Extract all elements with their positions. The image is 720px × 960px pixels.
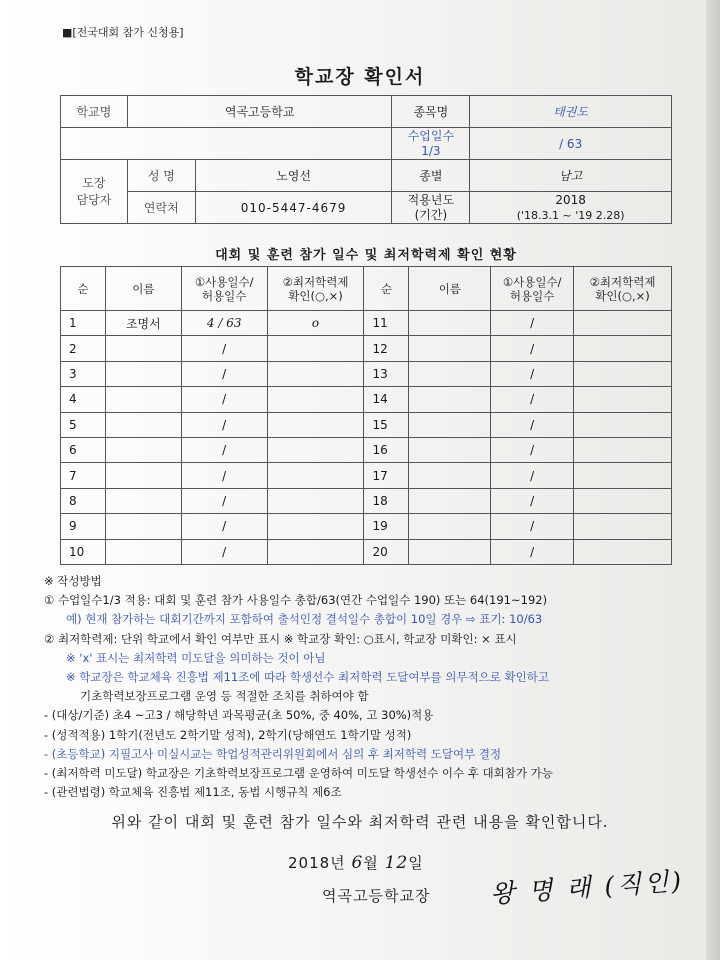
days-used: / [181, 539, 267, 564]
year-cell [470, 192, 672, 224]
instruction-line: - (최저학력 미도달) 학교장은 기초학력보장프로그램 운영하여 미도달 학생선수 이수 후 대회참가 가능 [44, 766, 553, 781]
principal-title: 역곡고등학교장 [322, 887, 431, 905]
row-number: 8 [61, 488, 106, 513]
academic-check [267, 463, 364, 488]
academic-check [267, 488, 364, 513]
academic-check-right [574, 488, 672, 513]
days-used: 4 / 63 [181, 311, 267, 336]
table-row [61, 387, 672, 412]
athlete-name [105, 463, 181, 488]
days-used-right: / [491, 514, 574, 539]
row-number-right: 11 [364, 311, 409, 336]
participation-table [60, 266, 672, 565]
instruction-line: ※ 학교장은 학교체육 진흥법 제11조에 따라 학생선수 최저학력 도달여부를 의무적으로 확인하고 [66, 670, 549, 685]
days-used: / [181, 514, 267, 539]
athlete-name-right [409, 539, 491, 564]
row-number: 6 [61, 437, 106, 462]
class-days-label: 수업일수 1/3 [392, 128, 470, 160]
athlete-name [105, 361, 181, 386]
instruction-line: - (관련법령) 학교체육 진흥법 제11조, 동법 시행규칙 제6조 [44, 785, 342, 800]
gender-label: 종별 [392, 160, 470, 192]
year-label: 적용년도 (기간) [392, 192, 470, 224]
row-number-right: 15 [364, 412, 409, 437]
days-used: / [181, 437, 267, 462]
instruction-line: ② 최저학력제: 단위 학교에서 확인 여부만 표시 ※ 학교장 확인: ○표시, 학교장 미확인: × 표시 [44, 631, 517, 646]
academic-check-right [574, 514, 672, 539]
academic-check [267, 361, 364, 386]
athlete-name-right [409, 336, 491, 361]
athlete-name: 조명서 [105, 311, 181, 336]
instruction-line: ① 수업일수1/3 적용: 대회 및 훈련 참가 사용일수 총합/63(연간 수업일수 190) 또는 64(191~192) [44, 593, 548, 608]
academic-check-right [574, 361, 672, 386]
school-value: 역곡고등학교 [127, 96, 392, 128]
date-day-unit: 일 [408, 854, 424, 872]
info-table [60, 95, 672, 224]
table-row [61, 361, 672, 386]
academic-check-right [574, 463, 672, 488]
confirmation-statement: 위와 같이 대회 및 훈련 참가 일수와 최저학력 관련 내용을 확인합니다. [111, 813, 609, 831]
supervisor-label: 도장 담당자 [61, 160, 128, 224]
instruction-line: ※ 작성방법 [44, 574, 102, 588]
academic-check-right [574, 412, 672, 437]
document-title: 학교장 확인서 [294, 66, 426, 88]
row-number-right: 18 [364, 488, 409, 513]
gender-value: 남고 [470, 160, 672, 192]
academic-check-right [574, 387, 672, 412]
contact-value: 010-5447-4679 [195, 192, 392, 224]
row-number-right: 19 [364, 514, 409, 539]
days-used: / [181, 488, 267, 513]
school-row-spacer [61, 128, 392, 160]
instruction-line: 기초학력보장프로그램 운영 등 적절한 조치를 취하여야 함 [80, 689, 369, 704]
instruction-line: - (대상/기준) 초4 ~고3 / 해당학년 과목평균(초 50%, 중 40%, 고 30%)적용 [44, 708, 434, 723]
instruction-line: 예) 현재 참가하는 대회기간까지 포함하여 출석인정 결석일수 총합이 10일 경우 ⇨ 표기: 10/63 [66, 612, 543, 627]
table-row [61, 488, 672, 513]
event-value: 태권도 [470, 96, 672, 128]
athlete-name-right [409, 488, 491, 513]
academic-check [267, 387, 364, 412]
academic-check-right [574, 311, 672, 336]
instruction-line: - (성적적용) 1학기(전년도 2학기말 성적), 2학기(당해연도 1학기말 성적) [44, 727, 412, 742]
row-number-right: 17 [364, 463, 409, 488]
days-used-right: / [491, 412, 574, 437]
table-row [61, 311, 672, 336]
days-used: / [181, 463, 267, 488]
date-day: 12 [384, 853, 409, 873]
athlete-name-right [409, 311, 491, 336]
academic-check-right [574, 539, 672, 564]
days-used-right: / [491, 311, 574, 336]
athlete-name [105, 412, 181, 437]
date-year: 2018년 [288, 854, 346, 872]
date-line [288, 852, 424, 873]
year-period: ('18.3.1 ~ '19 2.28) [516, 208, 625, 222]
row-number: 3 [61, 361, 106, 386]
academic-check: o [267, 311, 364, 336]
days-used-right: / [491, 539, 574, 564]
writing-instructions [44, 572, 684, 802]
row-number: 4 [61, 387, 106, 412]
section-title: 대회 및 훈련 참가 일수 및 최저학력제 확인 현황 [215, 248, 517, 263]
days-used-right: / [491, 437, 574, 462]
days-used: / [181, 412, 267, 437]
header-no-right: 순 [364, 267, 409, 311]
athlete-name [105, 437, 181, 462]
athlete-name [105, 539, 181, 564]
days-used-right: / [491, 361, 574, 386]
header-days: ①사용일수/ 허용일수 [181, 267, 267, 311]
table-row [61, 539, 672, 564]
athlete-name [105, 488, 181, 513]
athlete-name [105, 336, 181, 361]
year-value: 2018 [555, 192, 586, 207]
table-row [61, 336, 672, 361]
academic-check [267, 539, 364, 564]
row-number: 7 [61, 463, 106, 488]
header-academic: ②최저학력제 확인(○,×) [267, 267, 364, 311]
table-header-row [61, 267, 672, 311]
header-name: 이름 [105, 267, 181, 311]
principal-signature: 왕 명 래 (직인) [489, 866, 685, 909]
name-label: 성 명 [127, 160, 195, 192]
contact-label: 연락처 [127, 192, 195, 224]
header-academic-right: ②최저학력제 확인(○,×) [574, 267, 672, 311]
school-label: 학교명 [61, 96, 128, 128]
instruction-line: - (초등학교) 지필고사 미실시교는 학업성적관리위원회에서 심의 후 최저학력 도달여부 결정 [44, 746, 502, 761]
days-used: / [181, 361, 267, 386]
row-number: 5 [61, 412, 106, 437]
athlete-name-right [409, 437, 491, 462]
days-used: / [181, 336, 267, 361]
athlete-name-right [409, 514, 491, 539]
row-number: 10 [61, 539, 106, 564]
days-used-right: / [491, 463, 574, 488]
header-tag: ■[전국대회 참가 신청용] [62, 26, 184, 39]
academic-check [267, 437, 364, 462]
row-number-right: 13 [364, 361, 409, 386]
row-number: 1 [61, 311, 106, 336]
name-value: 노영선 [195, 160, 392, 192]
days-used-right: / [491, 336, 574, 361]
row-number-right: 20 [364, 539, 409, 564]
athlete-name-right [409, 361, 491, 386]
academic-check [267, 514, 364, 539]
row-number-right: 12 [364, 336, 409, 361]
row-number: 2 [61, 336, 106, 361]
days-used-right: / [491, 488, 574, 513]
academic-check [267, 412, 364, 437]
academic-check-right [574, 336, 672, 361]
header-no: 순 [61, 267, 106, 311]
class-days-value: / 63 [470, 128, 672, 160]
instruction-line: ※ 'x' 표시는 최저학력 미도달을 의미하는 것이 아님 [66, 650, 326, 665]
table-row [61, 514, 672, 539]
header-days-right: ①사용일수/ 허용일수 [491, 267, 574, 311]
header-name-right: 이름 [409, 267, 491, 311]
days-used-right: / [491, 387, 574, 412]
event-label: 종목명 [392, 96, 470, 128]
date-month-unit: 월 [363, 854, 379, 872]
academic-check-right [574, 437, 672, 462]
row-number-right: 16 [364, 437, 409, 462]
athlete-name-right [409, 387, 491, 412]
table-row [61, 437, 672, 462]
athlete-name [105, 387, 181, 412]
table-row [61, 412, 672, 437]
date-month: 6 [351, 853, 364, 873]
table-row [61, 463, 672, 488]
athlete-name [105, 514, 181, 539]
athlete-name-right [409, 412, 491, 437]
days-used: / [181, 387, 267, 412]
academic-check [267, 336, 364, 361]
athlete-name-right [409, 463, 491, 488]
row-number: 9 [61, 514, 106, 539]
row-number-right: 14 [364, 387, 409, 412]
